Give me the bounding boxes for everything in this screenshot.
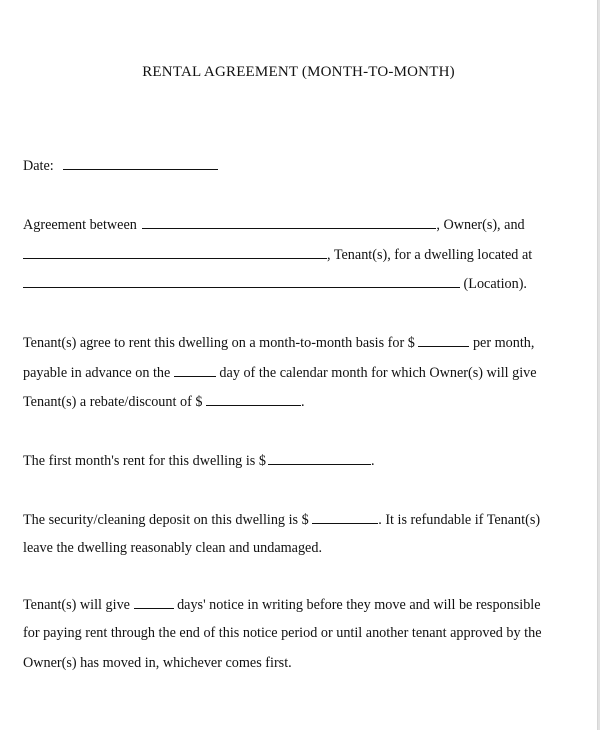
notice-line-1 — [23, 595, 541, 614]
notice-text-3: Owner(s) has moved in, whichever comes first. — [23, 655, 292, 671]
rent-text-2a: payable in advance on the — [23, 365, 171, 381]
notice-line-2 — [23, 624, 542, 642]
notice-text-2: for paying rent through the end of this notice period or until another tenant approved by the — [23, 625, 542, 641]
monthly-rent-blank[interactable] — [418, 333, 469, 347]
first-month-blank[interactable] — [268, 451, 371, 465]
rent-line-3 — [23, 392, 305, 411]
notice-text-1a: Tenant(s) will give — [23, 597, 130, 613]
agreement-tenant-line — [23, 245, 532, 264]
location-blank[interactable] — [23, 274, 460, 288]
deposit-text-1a: The security/cleaning deposit on this dwelling is $ — [23, 512, 309, 528]
notice-text-1b: days' notice in writing before they move and will be responsible — [177, 597, 541, 613]
deposit-blank[interactable] — [312, 510, 378, 524]
rent-text-3a: Tenant(s) a rebate/discount of $ — [23, 394, 203, 410]
first-month-end: . — [370, 453, 375, 469]
tenant-suffix: , Tenant(s), for a dwelling located at — [327, 247, 533, 263]
location-suffix: (Location). — [463, 276, 527, 292]
date-label: Date: — [23, 158, 54, 174]
document-title: RENTAL AGREEMENT (MONTH-TO-MONTH) — [142, 64, 455, 80]
payment-day-blank[interactable] — [174, 363, 216, 377]
deposit-text-2: leave the dwelling reasonably clean and undamaged. — [23, 540, 322, 556]
date-blank[interactable] — [63, 156, 218, 170]
agreement-location-line — [23, 274, 527, 293]
date-line — [23, 156, 218, 175]
rent-text-3b: . — [300, 394, 305, 410]
first-month-line — [23, 451, 374, 470]
rent-text-1b: per month, — [472, 335, 535, 351]
deposit-text-1b: . It is refundable if Tenant(s) — [378, 512, 541, 528]
owner-name-blank[interactable] — [142, 215, 436, 229]
deposit-line-1 — [23, 510, 540, 529]
rent-text-1a: Tenant(s) agree to rent this dwelling on a month-to-month basis for $ — [23, 335, 415, 351]
rebate-blank[interactable] — [206, 392, 301, 406]
agreement-prefix: Agreement between — [23, 217, 137, 233]
deposit-line-2 — [23, 539, 322, 557]
rent-line-1 — [23, 333, 534, 352]
notice-line-3 — [23, 654, 292, 672]
tenant-name-blank[interactable] — [23, 245, 327, 259]
agreement-owner-line — [23, 215, 525, 234]
notice-days-blank[interactable] — [134, 595, 174, 609]
rent-line-2 — [23, 363, 537, 382]
rent-text-2b: day of the calendar month for which Owner(s) will give — [219, 365, 537, 381]
first-month-text: The first month's rent for this dwelling is $ — [23, 453, 266, 469]
owner-suffix: , Owner(s), and — [436, 217, 525, 233]
